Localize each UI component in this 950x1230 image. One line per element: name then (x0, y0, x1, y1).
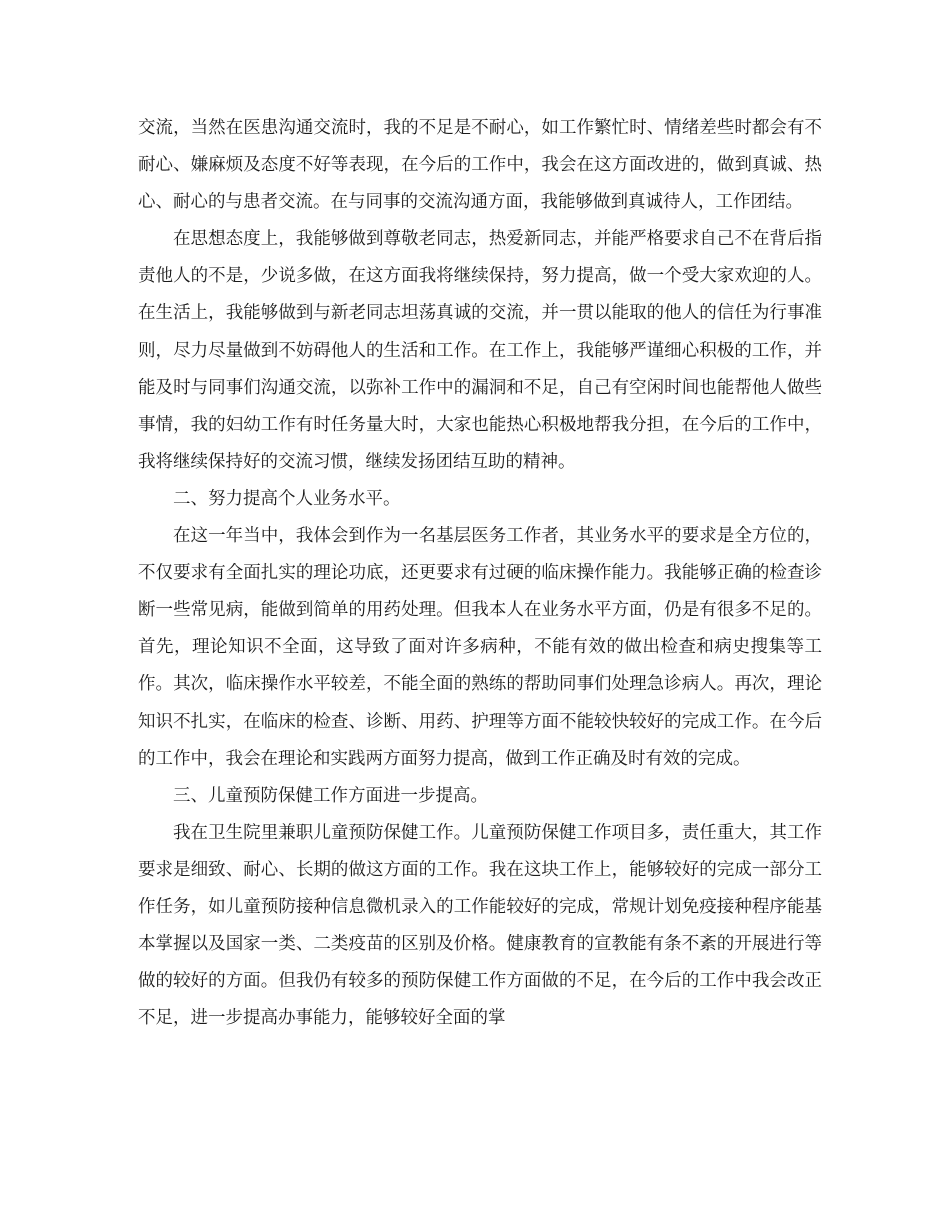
paragraph-doctor-patient-communication: 交流，当然在医患沟通交流时，我的不足是不耐心，如工作繁忙时、情绪差些时都会有不耐心、嫌麻烦及态度不好等表现，在今后的工作中，我会在这方面改进的，做到真诚、热心、耐心的与患者交流。在与同事的交流沟通方面，我能够做到真诚待人，工作团结。 (138, 118, 822, 213)
section-heading-professional-skills: 二、努力提高个人业务水平。 (173, 488, 401, 509)
document-body (138, 110, 822, 1037)
paragraph-child-health-care: 我在卫生院里兼职儿童预防保健工作。儿童预防保健工作项目多，责任重大，其工作要求是细致、耐心、长期的做这方面的工作。我在这块工作上，能够较好的完成一部分工作任务，如儿童预防接种信息微机录入的工作能较好的完成，常规计划免疫接种程序能基本掌握以及国家一类、二类疫苗的区别及价格。健康教育的宣教能有条不紊的开展进行等做的较好的方面。但我仍有较多的预防保健工作方面做的不足，在今后的工作中我会改正不足，进一步提高办事能力，能够较好全面的掌 (138, 822, 822, 1029)
paragraph-attitude-and-teamwork: 在思想态度上，我能够做到尊敬老同志，热爱新同志，并能严格要求自己不在背后指责他人的不是，少说多做，在这方面我将继续保持，努力提高，做一个受大家欢迎的人。在生活上，我能够做到与新老同志坦荡真诚的交流，并一贯以能取的他人的信任为行事准则，尽力尽量做到不妨碍他人的生活和工作。在工作上，我能够严谨细心积极的工作，并能及时与同事们沟通交流，以弥补工作中的漏洞和不足，自己有空闲时间也能帮他人做些事情，我的妇幼工作有时任务量大时，大家也能热心积极地帮我分担，在今后的工作中，我将继续保持好的交流习惯，继续发扬团结互助的精神。 (138, 229, 822, 472)
section-heading-child-health-care: 三、儿童预防保健工作方面进一步提高。 (173, 785, 488, 806)
paragraph-professional-skills: 在这一年当中，我体会到作为一名基层医务工作者，其业务水平的要求是全方位的，不仅要求有全面扎实的理论功底，还更要求有过硬的临床操作能力。我能够正确的检查诊断一些常见病，能做到简单的用药处理。但我本人在业务水平方面，仍是有很多不足的。首先，理论知识不全面，这导致了面对许多病种，不能有效的做出检查和病史搜集等工作。其次，临床操作水平较差，不能全面的熟练的帮助同事们处理急诊病人。再次，理论知识不扎实，在临床的检查、诊断、用药、护理等方面不能较快较好的完成工作。在今后的工作中，我会在理论和实践两方面努力提高，做到工作正确及时有效的完成。 (138, 526, 822, 769)
